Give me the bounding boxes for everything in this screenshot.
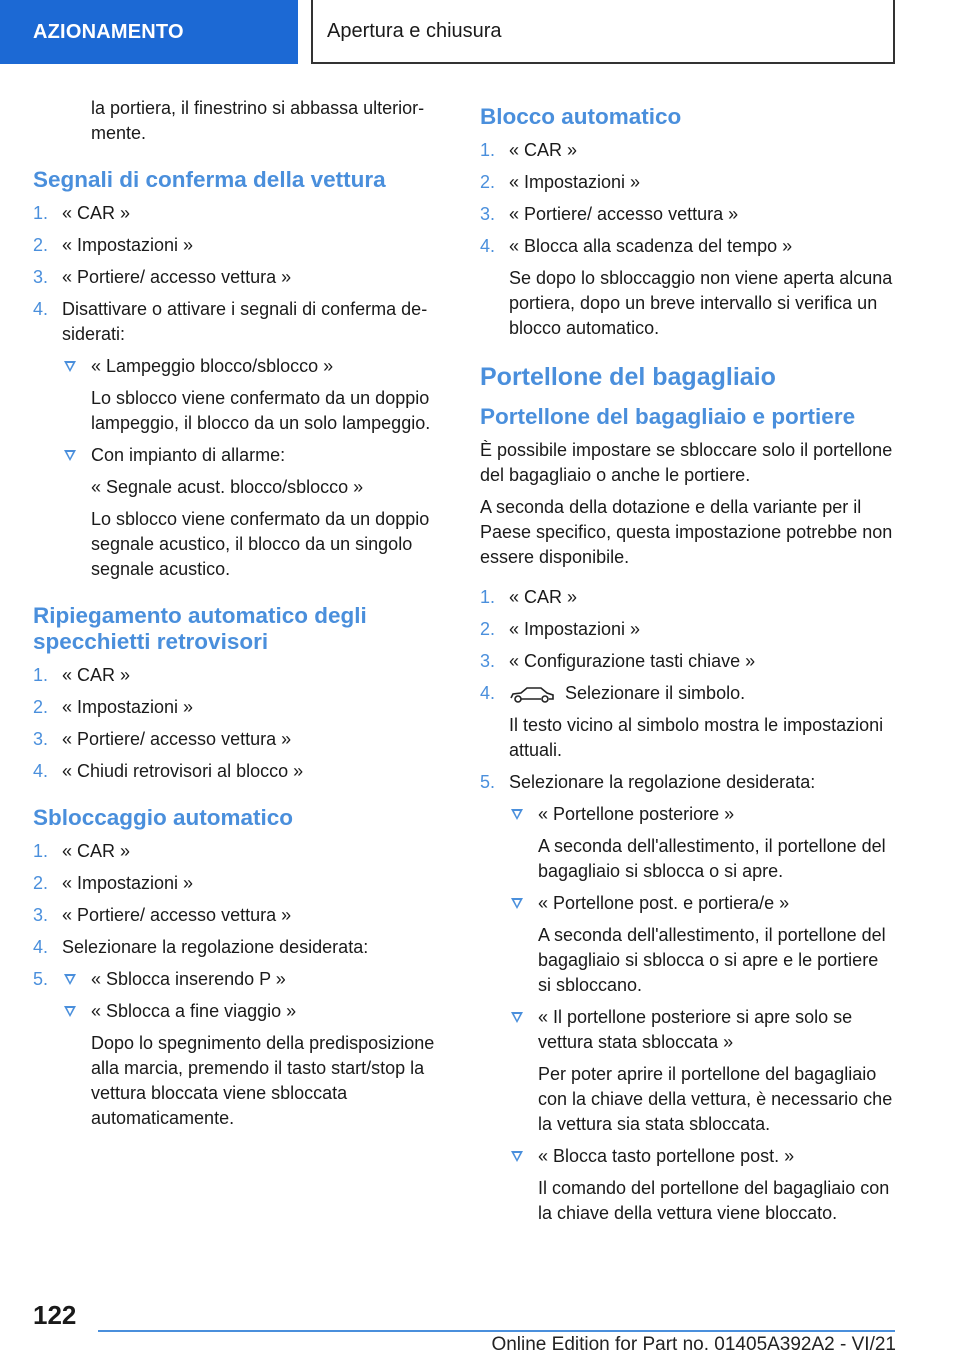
triangle-bullet-icon — [64, 450, 76, 461]
bullet-item: « Lampeggio blocco/sblocco » Lo sblocco viene confermato da un doppio lampeggio, il blocco da un solo lampeggio. — [62, 354, 447, 436]
list-item: 1. « CAR » — [33, 841, 131, 861]
list-item: 2. « Impostazioni » — [33, 873, 194, 893]
bullet-item: « Il portellone posteriore si apre solo se vettura stata sbloccata » Per poter aprire il portellone del bagagliaio con la chiave della vettura, è necessario che la vettura sia stata sbloccata. — [509, 1005, 894, 1137]
list-item: 1. « CAR » — [33, 665, 131, 685]
list-item: 4. « Chiudi retrovisori al blocco » — [33, 761, 304, 781]
heading-automatic-unlock: Sbloccaggio automatico — [33, 805, 294, 830]
mirror-steps — [33, 663, 447, 784]
list-item: 1. « CAR » — [480, 587, 578, 607]
tailgate-steps — [480, 585, 894, 1226]
list-item: 3. « Configurazione tasti chiave » — [480, 651, 756, 671]
footer-divider — [98, 1330, 895, 1332]
page-number: 122 — [33, 1300, 77, 1330]
list-item: 3. « Portiere/ accesso vettura » — [480, 204, 739, 224]
triangle-bullet-icon — [64, 1006, 76, 1017]
edition-footer: Online Edition for Part no. 01405A392A2 - VI/21 — [491, 1334, 896, 1355]
list-item: 1. « CAR » — [480, 140, 578, 160]
intro-text: la portiera, il finestrino si abbassa ulteriormente. — [91, 98, 425, 143]
bullet-item: « Portellone post. e portiera/e » A seconda dell'allestimento, il portellone del bagagliaio si sblocca o si apre e le portiere si sbloccano. — [509, 891, 894, 998]
list-item: 4. Disattivare o attivare i segnali di conferma desiderati: « Lampeggio blocco/sblocco » Lo sblocco viene confermato da un doppio lampeggio, il blocco da un solo lampeggio. Con impianto di allarme: « Segnale acust. blocco/sblocco » Lo sblocco viene confermato da un doppio segnale acustico, il blocco da un singolo segnale acustico. — [33, 297, 447, 582]
right-column — [480, 96, 894, 1233]
list-item: 5. Selezionare la regolazione desiderata: « Portellone posteriore » A seconda dell'allestimento, il portellone del bagagliaio si sblocca o si apre. « Portellone post. e portiera/e » A seconda dell'allestimento, il portellone del bagagliaio si sblocca o si apre e le portiere si sbloccano. « Il portellone posteriore si apre solo se vettura stata sbloccata » Per poter aprire il portellone del bagagliaio con la chiave della vettura, è necessario che la vettura sia stata sbloccata. « Blocca tasto portellone post. » Il comando del portellone del bagagliaio con la chiave della vettura viene bloccato. — [480, 770, 894, 1226]
list-item: 2. « Impostazioni » — [480, 172, 641, 192]
triangle-bullet-icon — [64, 974, 76, 985]
list-item: 3. « Portiere/ accesso vettura » — [33, 905, 292, 925]
list-item: 4. Selezionare la regolazione desiderata: — [33, 937, 369, 957]
unlock-steps — [33, 839, 447, 1131]
list-item: 4. Selezionare il simbolo. Il testo vicino al simbolo mostra le impostazioni attuali. — [480, 683, 884, 760]
list-item: 2. « Impostazioni » — [480, 619, 641, 639]
confirmation-steps — [33, 201, 447, 582]
bullet-item: « Sblocca inserendo P » — [62, 967, 447, 992]
list-item: 4. « Blocca alla scadenza del tempo » Se dopo lo sbloccaggio non viene aperta alcuna portiera, dopo un breve intervallo si verifica un blocco automatico. — [480, 236, 893, 338]
bullet-item: « Blocca tasto portellone post. » Il comando del portellone del bagagliaio con la chiave della vettura viene bloccato. — [509, 1144, 894, 1226]
bullet-item: Con impianto di allarme: « Segnale acust. blocco/sblocco » Lo sblocco viene confermato da un doppio segnale acustico, il blocco da un singolo segnale acustico. — [62, 443, 447, 582]
bullet-item: « Portellone posteriore » A seconda dell'allestimento, il portellone del bagagliaio si sblocca o si apre. — [509, 802, 894, 884]
heading-automatic-lock: Blocco automatico — [480, 104, 682, 129]
triangle-bullet-icon — [511, 1012, 523, 1023]
paragraph: A seconda della dotazione e della variante per il Paese specifico, questa impostazione potrebbe non essere disponibile. — [480, 497, 893, 567]
triangle-bullet-icon — [511, 1151, 523, 1162]
heading-tailgate-and-doors: Portellone del bagagliaio e portiere — [480, 404, 856, 429]
list-item: 3. « Portiere/ accesso vettura » — [33, 267, 292, 287]
heading-mirror-folding: Ripiegamento automatico degli specchietti retrovisori — [33, 603, 367, 654]
heading-confirmation-signals: Segnali di conferma della vettura — [33, 167, 386, 192]
heading-tailgate: Portellone del bagagliaio — [480, 363, 776, 391]
list-item: 2. « Impostazioni » — [33, 235, 194, 255]
lock-steps — [480, 138, 894, 341]
triangle-bullet-icon — [64, 361, 76, 372]
triangle-bullet-icon — [511, 898, 523, 909]
list-item: 2. « Impostazioni » — [33, 697, 194, 717]
triangle-bullet-icon — [511, 809, 523, 820]
list-item: 1. « CAR » — [33, 203, 131, 223]
left-column — [33, 96, 447, 1138]
list-item: 3. « Portiere/ accesso vettura » — [33, 729, 292, 749]
section-tab: AZIONAMENTO — [0, 0, 298, 64]
chapter-title: Apertura e chiusura — [311, 0, 895, 64]
car-key-icon — [509, 684, 555, 704]
paragraph: È possibile impostare se sbloccare solo il portellone del bagagliaio o anche le portiere. — [480, 440, 893, 485]
bullet-item: « Sblocca a fine viaggio » Dopo lo spegnimento della predisposizione alla marcia, premendo il tasto start/stop la vettura bloccata viene sbloccata automaticamente. — [62, 999, 447, 1131]
list-item: 5. « Sblocca inserendo P » « Sblocca a fine viaggio » Dopo lo spegnimento della predisposizione alla marcia, premendo il tasto start/stop la vettura bloccata viene sbloccata automaticamente. — [33, 967, 447, 1131]
